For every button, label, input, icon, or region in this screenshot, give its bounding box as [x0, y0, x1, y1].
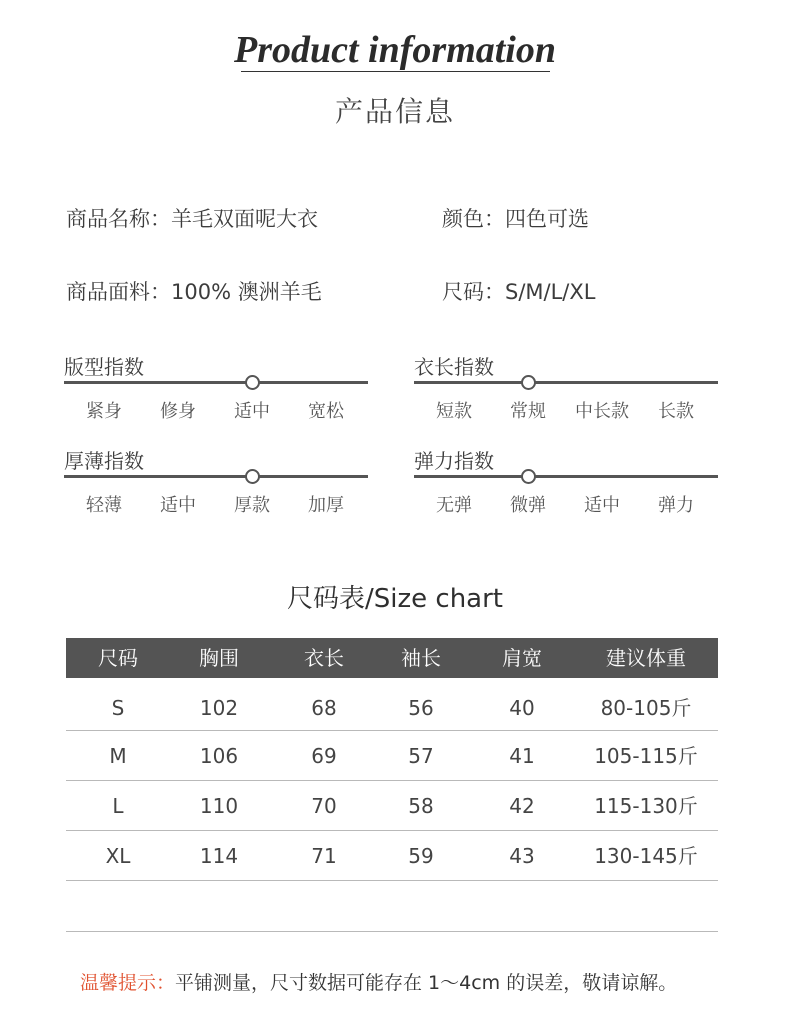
column-header: 肩宽 [502, 646, 542, 670]
scale-option: 短款 [436, 401, 472, 422]
scale-option: 无弹 [436, 495, 472, 516]
table-cell: XL [105, 844, 131, 868]
table-cell: 115-130斤 [594, 794, 698, 818]
scale-option: 长款 [658, 401, 694, 422]
title-underline [241, 71, 550, 72]
table-cell: 80-105斤 [600, 696, 692, 720]
table-cell: 68 [311, 696, 337, 720]
scale-indicator [245, 469, 260, 484]
product-name-label: 商品名称： [66, 207, 171, 231]
table-cell: 56 [408, 696, 434, 720]
table-cell: 42 [509, 794, 535, 818]
scale-option: 修身 [160, 401, 196, 422]
measurement-note [80, 968, 677, 995]
scale-length [414, 351, 718, 431]
table-cell: 40 [509, 696, 535, 720]
column-header: 袖长 [401, 646, 441, 670]
scale-track [414, 381, 718, 384]
table-row [66, 781, 718, 831]
scale-option: 适中 [234, 401, 270, 422]
scale-option: 厚款 [234, 495, 270, 516]
table-row [66, 831, 718, 881]
table-cell: 105-115斤 [594, 744, 698, 768]
product-name [66, 203, 318, 233]
scale-option: 加厚 [308, 495, 344, 516]
scale-option: 适中 [160, 495, 196, 516]
product-fabric-label: 商品面料： [66, 280, 171, 304]
table-cell: 106 [199, 744, 239, 768]
table-cell: 41 [509, 744, 535, 768]
bottom-divider [66, 931, 718, 932]
table-cell: 70 [311, 794, 337, 818]
scale-title: 版型指数 [64, 355, 144, 379]
product-size-label: 尺码： [442, 280, 505, 304]
scale-option: 紧身 [86, 401, 122, 422]
scale-indicator [521, 375, 536, 390]
size-table-header [66, 638, 718, 678]
scale-option: 中长款 [575, 401, 629, 422]
table-cell: M [109, 744, 127, 768]
column-header: 衣长 [304, 646, 344, 670]
column-header: 尺码 [98, 646, 138, 670]
scale-option: 适中 [584, 495, 620, 516]
table-cell: 43 [509, 844, 535, 868]
table-row [66, 678, 718, 731]
scale-option: 宽松 [308, 401, 344, 422]
scale-track [64, 381, 368, 384]
table-cell: 69 [311, 744, 337, 768]
table-cell: 58 [408, 794, 434, 818]
product-name-value: 羊毛双面呢大衣 [171, 207, 318, 231]
product-size [442, 276, 595, 306]
table-cell: 110 [199, 794, 239, 818]
table-cell: S [111, 696, 125, 720]
table-cell: 59 [408, 844, 434, 868]
table-cell: 130-145斤 [594, 844, 698, 868]
title-chinese: 产品信息 [334, 95, 455, 128]
size-chart-title: 尺码表/Size chart [287, 584, 503, 614]
scale-title: 衣长指数 [414, 355, 494, 379]
product-fabric-value: 100% 澳洲羊毛 [171, 280, 322, 304]
product-color [442, 203, 589, 233]
title-english: Product information [234, 29, 556, 71]
scale-track [414, 475, 718, 478]
column-header: 建议体重 [606, 646, 686, 670]
note-label: 温馨提示： [80, 972, 176, 994]
size-table [66, 638, 718, 881]
scale-option: 弹力 [658, 495, 694, 516]
table-cell: 71 [311, 844, 337, 868]
product-size-value: S/M/L/XL [505, 280, 596, 304]
scale-option: 常规 [510, 401, 546, 422]
table-cell: 102 [199, 696, 239, 720]
scale-indicator [245, 375, 260, 390]
table-cell: 57 [408, 744, 434, 768]
product-fabric [66, 276, 322, 306]
table-cell: L [112, 794, 124, 818]
table-row [66, 731, 718, 781]
scale-indicator [521, 469, 536, 484]
scale-fit [64, 351, 368, 431]
product-color-value: 四色可选 [505, 207, 589, 231]
scale-title: 弹力指数 [414, 449, 494, 473]
scale-elasticity [414, 445, 718, 525]
scale-title: 厚薄指数 [64, 449, 144, 473]
scale-track [64, 475, 368, 478]
scale-option: 轻薄 [86, 495, 122, 516]
scale-option: 微弹 [510, 495, 546, 516]
scale-thickness [64, 445, 368, 525]
table-cell: 114 [199, 844, 239, 868]
product-color-label: 颜色： [442, 207, 505, 231]
column-header: 胸围 [199, 646, 239, 670]
note-text: 平铺测量，尺寸数据可能存在 1～4cm 的误差，敬请谅解。 [175, 972, 678, 994]
